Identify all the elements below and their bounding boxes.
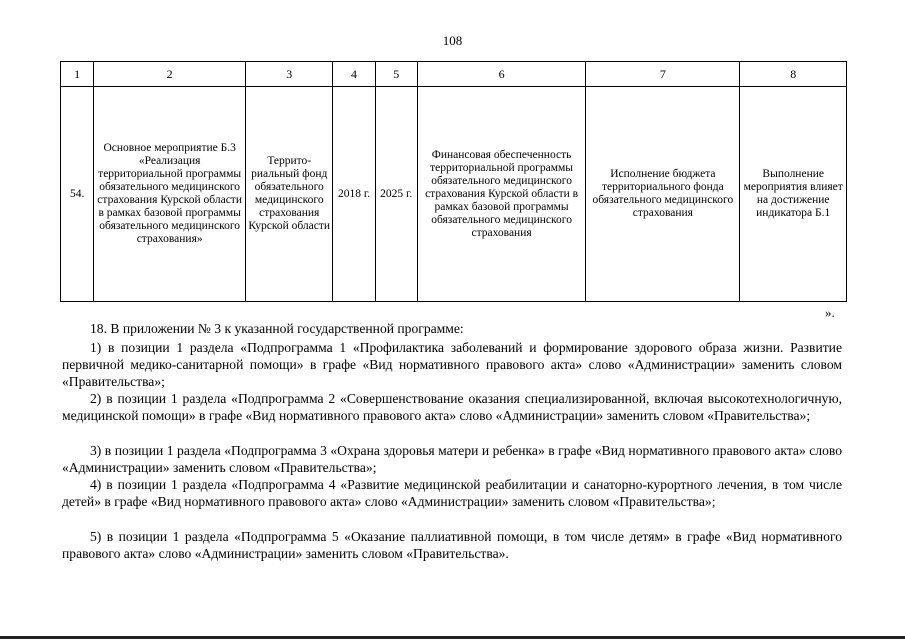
row-number-cell: 54. (61, 87, 94, 302)
end-year-cell: 2025 г. (375, 87, 417, 302)
paragraph-item-5: 5) в позиции 1 раздела «Подпрограмма 5 «Оказание паллиативной помощи, в том числе детям» в графе «Вид нормативного правового акта» слово «Администрации» заменить словом «Правительства». (62, 529, 842, 561)
paragraph-18: 18. В приложении № 3 к указанной государственной программе: (90, 321, 464, 336)
page-number: 108 (442, 33, 463, 48)
paragraph-item-3: 3) в позиции 1 раздела «Подпрограмма 3 «Охрана здоровья матери и ребенка» в графе «Вид нормативного правового акта» слово «Администрации» заменить словом «Правительства»; (62, 443, 842, 475)
header-cell: 4 (333, 62, 375, 87)
measures-table (60, 61, 847, 302)
measure-name-cell: Основное мероприятие Б.3 «Реализация территориальной программы обязательного медицинского страхования Курской области в рамках базовой программы обязательного медицинского страхования» (94, 87, 246, 302)
paragraph-item-2: 2) в позиции 1 раздела «Подпрограмма 2 «Совершенствование оказания специализированной, включая высокотехнологичную, медицинской помощи» в графе «Вид нормативного правового акта» слово «Администрации» заменить словом «Правительства»; (62, 391, 842, 423)
indicator-link-cell: Выполнение мероприятия влияет на достижение индикатора Б.1 (740, 87, 847, 302)
header-cell: 5 (375, 62, 417, 87)
closing-quote: ». (825, 305, 835, 320)
paragraph-item-4: 4) в позиции 1 раздела «Подпрограмма 4 «Развитие медицинской реабилитации и санаторно-курортного лечения, в том числе детей» в графе «Вид нормативного правового акта» слово «Администрации» заменить словом «Правительства»; (62, 477, 842, 509)
table-header-row (61, 62, 847, 87)
header-cell: 3 (246, 62, 333, 87)
header-cell: 7 (586, 62, 740, 87)
header-cell: 1 (61, 62, 94, 87)
start-year-cell: 2018 г. (333, 87, 375, 302)
executor-cell: Террито-риальный фонд обязательного медицинского страхования Курской области (246, 87, 333, 302)
header-cell: 2 (94, 62, 246, 87)
header-cell: 6 (417, 62, 585, 87)
header-cell: 8 (740, 62, 847, 87)
scan-edge-line (0, 636, 905, 639)
consequence-cell: Исполнение бюджета территориального фонда обязательного медицинского страхования (586, 87, 740, 302)
table-row (61, 87, 847, 302)
paragraph-item-1: 1) в позиции 1 раздела «Подпрограмма 1 «Профилактика заболеваний и формирование здорового образа жизни. Развитие первичной медико-санитарной помощи» в графе «Вид нормативного правового акта» слово «Администрации» заменить словом «Правительства»; (62, 340, 842, 389)
expected-result-cell: Финансовая обеспеченность территориальной программы обязательного медицинского страхования Курской области в рамках базовой программы обязательного медицинского страхования (417, 87, 585, 302)
